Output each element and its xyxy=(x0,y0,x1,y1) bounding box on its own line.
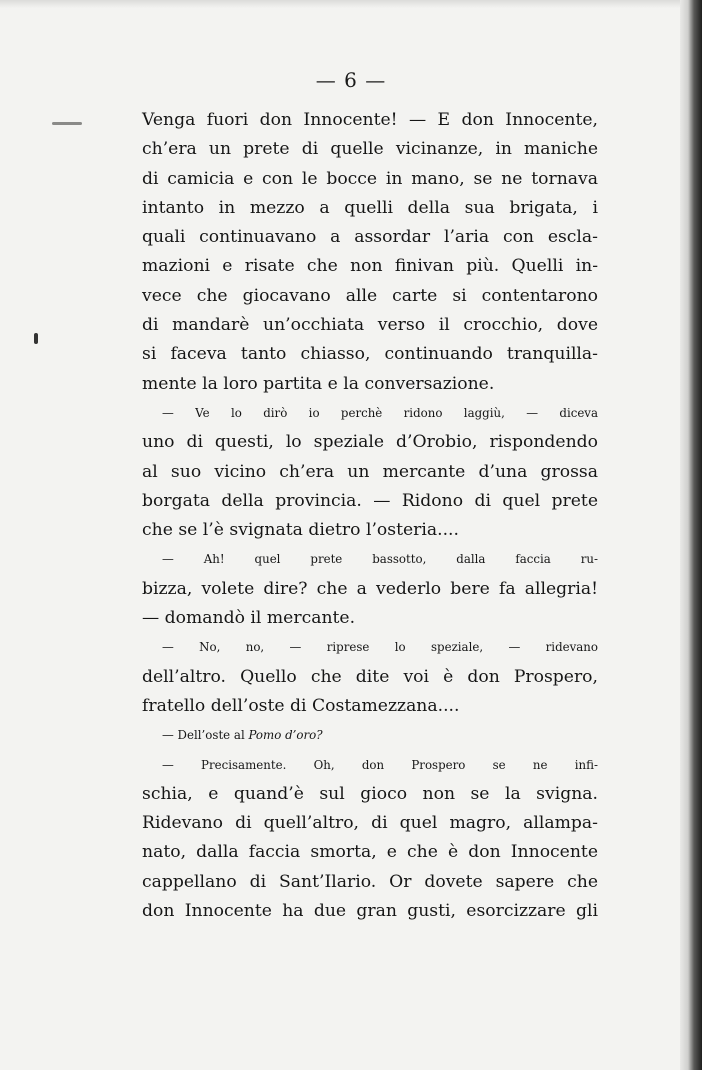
text-line: — Dell’oste al Pomo d’oro? xyxy=(162,728,323,743)
page-body-text xyxy=(142,106,598,926)
text-line: fratello dell’oste di Costamezzana.... xyxy=(142,695,460,716)
italic-title: Pomo d’oro? xyxy=(248,728,323,743)
text-line: Ridevano di quell’altro, di quel magro, allampa- xyxy=(142,813,598,834)
text-line: che se l’è svignata dietro l’osteria.... xyxy=(142,520,459,541)
text-line: vece che giocavano alle carte si contentarono xyxy=(142,285,598,306)
text-line: don Innocente ha due gran gusti, esorcizzare gli xyxy=(142,901,598,922)
text-line: si faceva tanto chiasso, continuando tranquilla- xyxy=(142,344,598,365)
text-line: ch’era un prete di quelle vicinanze, in maniche xyxy=(142,139,598,160)
text-line: nato, dalla faccia smorta, e che è don Innocente xyxy=(142,842,598,863)
text-line: — domandò il mercante. xyxy=(142,608,356,629)
text-line: — Ve lo dirò io perchè ridono laggiù, — diceva xyxy=(162,405,598,420)
book-spine-shadow xyxy=(680,0,702,1070)
text-line: cappellano di Sant’Ilario. Or dovete sapere che xyxy=(142,871,598,892)
text-line: Venga fuori don Innocente! — E don Innocente, xyxy=(142,110,598,130)
text-line: bizza, volete dire? che a vederlo bere fa allegria! xyxy=(142,578,598,599)
text-line: — Precisamente. Oh, don Prospero se ne infi- xyxy=(162,757,598,772)
text-line: quali continuavano a assordar l’aria con escla- xyxy=(142,227,598,248)
text-line: di camicia e con le bocce in mano, se ne tornava xyxy=(142,168,598,189)
text-line: intanto in mezzo a quelli della sua brigata, i xyxy=(142,197,598,218)
text-line: — No, no, — riprese lo speziale, — ridevano xyxy=(162,640,598,655)
text-line: mazioni e risate che non finivan più. Quelli in- xyxy=(142,256,598,277)
text-line: borgata della provincia. — Ridono di quel prete xyxy=(142,490,598,511)
ink-speck xyxy=(34,333,38,344)
text-line: di mandarè un’occhiata verso il crocchio, dove xyxy=(142,315,598,336)
text-line: al suo vicino ch’era un mercante d’una grossa xyxy=(142,461,598,482)
text-line: dell’altro. Quello che dite voi è don Prospero, xyxy=(142,666,598,687)
text-line: uno di questi, lo speziale d’Orobio, rispondendo xyxy=(142,432,598,453)
page-number: — 6 — xyxy=(315,68,387,92)
text-line: — Ah! quel prete bassotto, dalla faccia ru- xyxy=(162,552,598,567)
text-line: schia, e quand’è sul gioco non se la svigna. xyxy=(142,783,598,804)
page-top-edge xyxy=(0,0,680,8)
ink-speck xyxy=(52,122,82,125)
text-line: mente la loro partita e la conversazione. xyxy=(142,373,495,394)
